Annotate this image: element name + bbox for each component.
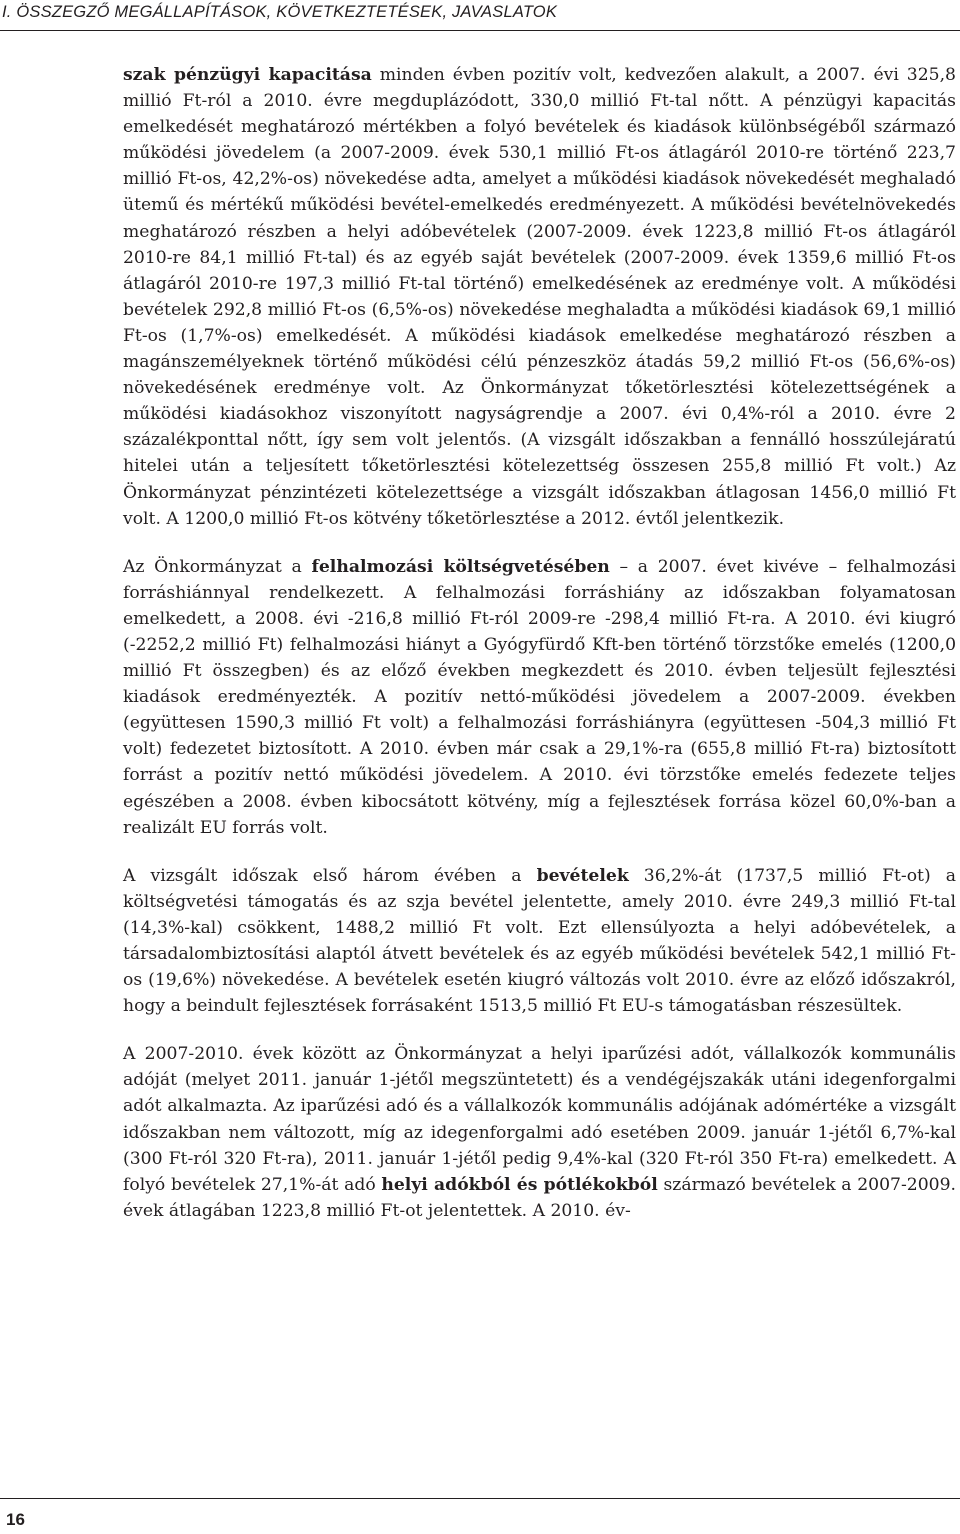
paragraph-text: A 2007-2010. évek között az Önkormányzat a helyi iparűzési adót, vállalkozók kommunális adóját (melyet 2011. január 1-jétől megszüntetett) és a vendégéjszakák utáni idegenforgalmi adót alkalmazta. Az iparűzési adó és a vállalkozók kommunális adójának adómértéke a vizsgált időszakban nem változott, míg az idegenforgalmi adó esetében 2009. január 1-jétől 6,7%-kal (300 Ft-ról 320 Ft-ra), 2011. január 1-jétől pedig 9,4%-kal (320 Ft-ról 350 Ft-ra) emelkedett. A folyó bevételek 27,1%-át adó (123, 1044, 956, 1195)
paragraph-capital-budget (123, 554, 956, 841)
running-header (0, 0, 960, 32)
paragraph-text: Az Önkormányzat a (123, 556, 312, 577)
paragraph-text: – a 2007. évet kivéve – felhalmozási forráshiánnyal rendelkezett. A felhalmozási forráshiány az időszakban folyamatosan emelkedett, a 2008. évi -216,8 millió Ft-ról 2009-re -298,4 millió Ft-ra. A 2010. évi kiugró (-2252,2 millió Ft) felhalmozási hiányt a Gyógyfürdő Kft-ben történő törzstőke emelés (1200,0 millió Ft összegben) és az előző években megkezdett és 2010. évben teljesült fejlesztési kiadások eredményezték. A pozitív nettó-működési jövedelem a 2007-2009. években (együttesen 1590,3 millió Ft volt) a felhalmozási forráshiányra (együttesen -504,3 millió Ft volt) fedezetet biztosított. A 2010. évben már csak a 29,1%-ra (655,8 millió Ft-ra) biztosított forrást a pozitív nettó működési jövedelem. A 2010. évi törzstőke emelés fedezete teljes egészében a 2008. évben kibocsátott kötvény, míg a fejlesztések forrása közel 60,0%-ban a realizált EU forrás volt. (123, 556, 956, 838)
paragraph-text: minden évben pozitív volt, kedvezően alakult, a 2007. évi 325,8 millió Ft-ról a 2010. évre megduplázódott, 330,0 millió Ft-tal nőtt. A pénzügyi kapacitás emelkedését meghatározó mértékben a folyó bevételek és kiadások különbségéből származó működési jövedelem (a 2007-2009. évek 530,1 millió Ft-os átlagáról 2010-re történő 223,7 millió Ft-os, 42,2%-os) növekedése adta, amelyet a működési kiadások növekedését meghaladó ütemű és mértékű működési bevétel-emelkedés eredményezett. A működési bevételnövekedés meghatározó részben a helyi adóbevételek (2007-2009. évek 1223,8 millió Ft-os átlagáról 2010-re 84,1 millió Ft-tal) és az egyéb saját bevételek (2007-2009. évek 1359,6 millió Ft-os átlagáról 2010-re 197,3 millió Ft-tal történő) emelkedésének az eredménye volt. A működési bevételek 292,8 millió Ft-os (6,5%-os) növekedése meghaladta a működési kiadások 69,1 millió Ft-os (1,7%-os) emelkedését. A működési kiadások emelkedése meghatározó részben a magánszemélyeknek történő működési célú pénzeszköz átadás 59,2 millió Ft-os (56,6%-os) növekedésének eredménye volt. Az Önkormányzat tőketörlesztési kötelezettségének a működési kiadásokhoz viszonyított nagyságrendje a 2007. évi 0,4%-ról a 2010. évre 2 százalékponttal nőtt, így sem volt jelentős. (A vizsgált időszakban a fennálló hosszúlejáratú hitelei után a teljesített tőketörlesztési kötelezettség összesen 255,8 millió Ft volt.) Az Önkormányzat pénzintézeti kötelezettsége a vizsgált időszakban átlagosan 1456,0 millió Ft volt. A 1200,0 millió Ft-os kötvény tőketörlesztése a 2012. évtől jelentkezik. (123, 65, 956, 529)
paragraph-financial-capacity (123, 62, 956, 532)
bold-term: felhalmozási költségvetésében (311, 556, 610, 577)
footer-divider (0, 1498, 960, 1499)
paragraph-local-taxes (123, 1041, 956, 1224)
bold-term: szak pénzügyi kapacitása (123, 65, 372, 85)
body-text (123, 62, 956, 1224)
bold-term: bevételek (536, 865, 629, 886)
section-title: I. ÖSSZEGZŐ MEGÁLLAPÍTÁSOK, KÖVETKEZTETÉSEK, JAVASLATOK (2, 3, 558, 21)
header-divider (0, 30, 960, 31)
paragraph-text: A vizsgált időszak első három évében a (123, 865, 537, 886)
paragraph-revenues (123, 863, 956, 1020)
bold-term: helyi adókból és pótlékokból (381, 1174, 658, 1195)
page-number: 16 (6, 1510, 25, 1529)
paragraph-text: származó bevételek a 2007-2009. évek átlagában 1223,8 millió Ft-ot jelentettek. A 2010. év- (123, 1174, 956, 1221)
paragraph-text: 36,2%-át (1737,5 millió Ft-ot) a költségvetési támogatás és az szja bevétel jelentette, amely 2010. évre 249,3 millió Ft-tal (14,3%-kal) csökkent, 1488,2 millió Ft volt. Ezt ellensúlyozta a helyi adóbevételek, a társadalombiztosítási alaptól átvett bevételek és az egyéb működési bevételek 542,1 millió Ft-os (19,6%) növekedése. A bevételek esetén kiugró változás volt 2010. évre az előző időszakról, hogy a beindult fejlesztések forrásaként 1513,5 millió Ft EU-s támogatásban részesültek. (123, 865, 956, 1017)
